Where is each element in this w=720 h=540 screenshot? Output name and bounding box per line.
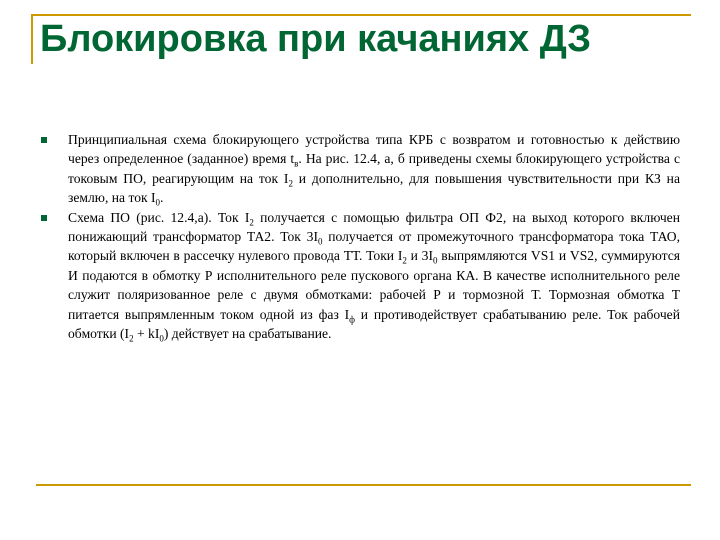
- slide-title: Блокировка при качаниях ДЗ: [40, 18, 592, 60]
- paragraph-2-sub-5: ф: [349, 314, 355, 325]
- frame-left-rule: [31, 14, 33, 64]
- paragraph-2-text-1: Схема ПО (рис. 12.4,а). Ток I: [68, 209, 250, 225]
- paragraph-1-text-1: Принципиальная схема блокирующего устройства типа КРБ с возвратом и готовностью к действию через определенное (заданное) время t: [68, 132, 680, 167]
- paragraph-2-sub-4: 0: [433, 256, 438, 267]
- paragraph-2-text-3: получается от промежуточного трансформатора тока ТАО, который включен в рассечку нулевого провода ТТ. Токи I: [68, 229, 680, 264]
- frame-top-rule: [31, 14, 691, 16]
- square-bullet-icon: [41, 137, 47, 143]
- paragraph-1-text-3: и дополнительно, для повышения чувствительности при КЗ на землю, на ток I: [68, 170, 680, 206]
- bullet-item-2: [40, 208, 680, 344]
- paragraph-1-text-2: . На рис. 12.4, а, б приведены схемы блокирующего устройства с токовым ПО, реагирующим на ток I: [68, 151, 681, 186]
- frame-bottom-rule: [36, 484, 691, 486]
- paragraph-2-text-8: ) действует на срабатывание.: [163, 326, 332, 342]
- paragraph-2-sub-2: 0: [317, 236, 323, 247]
- paragraph-1-text-4: .: [160, 190, 164, 206]
- paragraph-1-sub-3: 0: [155, 197, 161, 208]
- bullet-list: [40, 130, 680, 343]
- paragraph-1-sub-1: в: [294, 159, 299, 170]
- square-bullet-icon: [41, 215, 47, 221]
- bullet-item-1: [40, 130, 680, 208]
- paragraph-2-text-7: + kI: [133, 326, 160, 342]
- paragraph-2-sub-3: 2: [402, 256, 407, 267]
- paragraph-2-sub-1: 2: [249, 217, 254, 228]
- paragraph-2-text-2: получается с помощью фильтра ОП Ф2, на выход которого включен понижающий трансформатор ТА2. Ток 3I: [68, 209, 680, 245]
- paragraph-2-text-6: и противодействует срабатыванию реле. Ток рабочей обмотки (I: [68, 306, 680, 342]
- paragraph-2-sub-6: 2: [129, 333, 134, 344]
- paragraph-2-text-4: и 3I: [406, 248, 434, 264]
- paragraph-2-sub-7: 0: [159, 333, 164, 344]
- paragraph-1-sub-2: 2: [288, 178, 293, 189]
- paragraph-2-text-5: выпрямляются VS1 и VS2, суммируются И подаются в обмотку Р исполнительного реле пускового органа КА. В качестве исполнительного реле служит поляризованное реле с двумя обмотками: рабочей Р и тормозной Т. Тормозная обмотка Т питается выпрямленным током одной из фаз I: [68, 248, 680, 322]
